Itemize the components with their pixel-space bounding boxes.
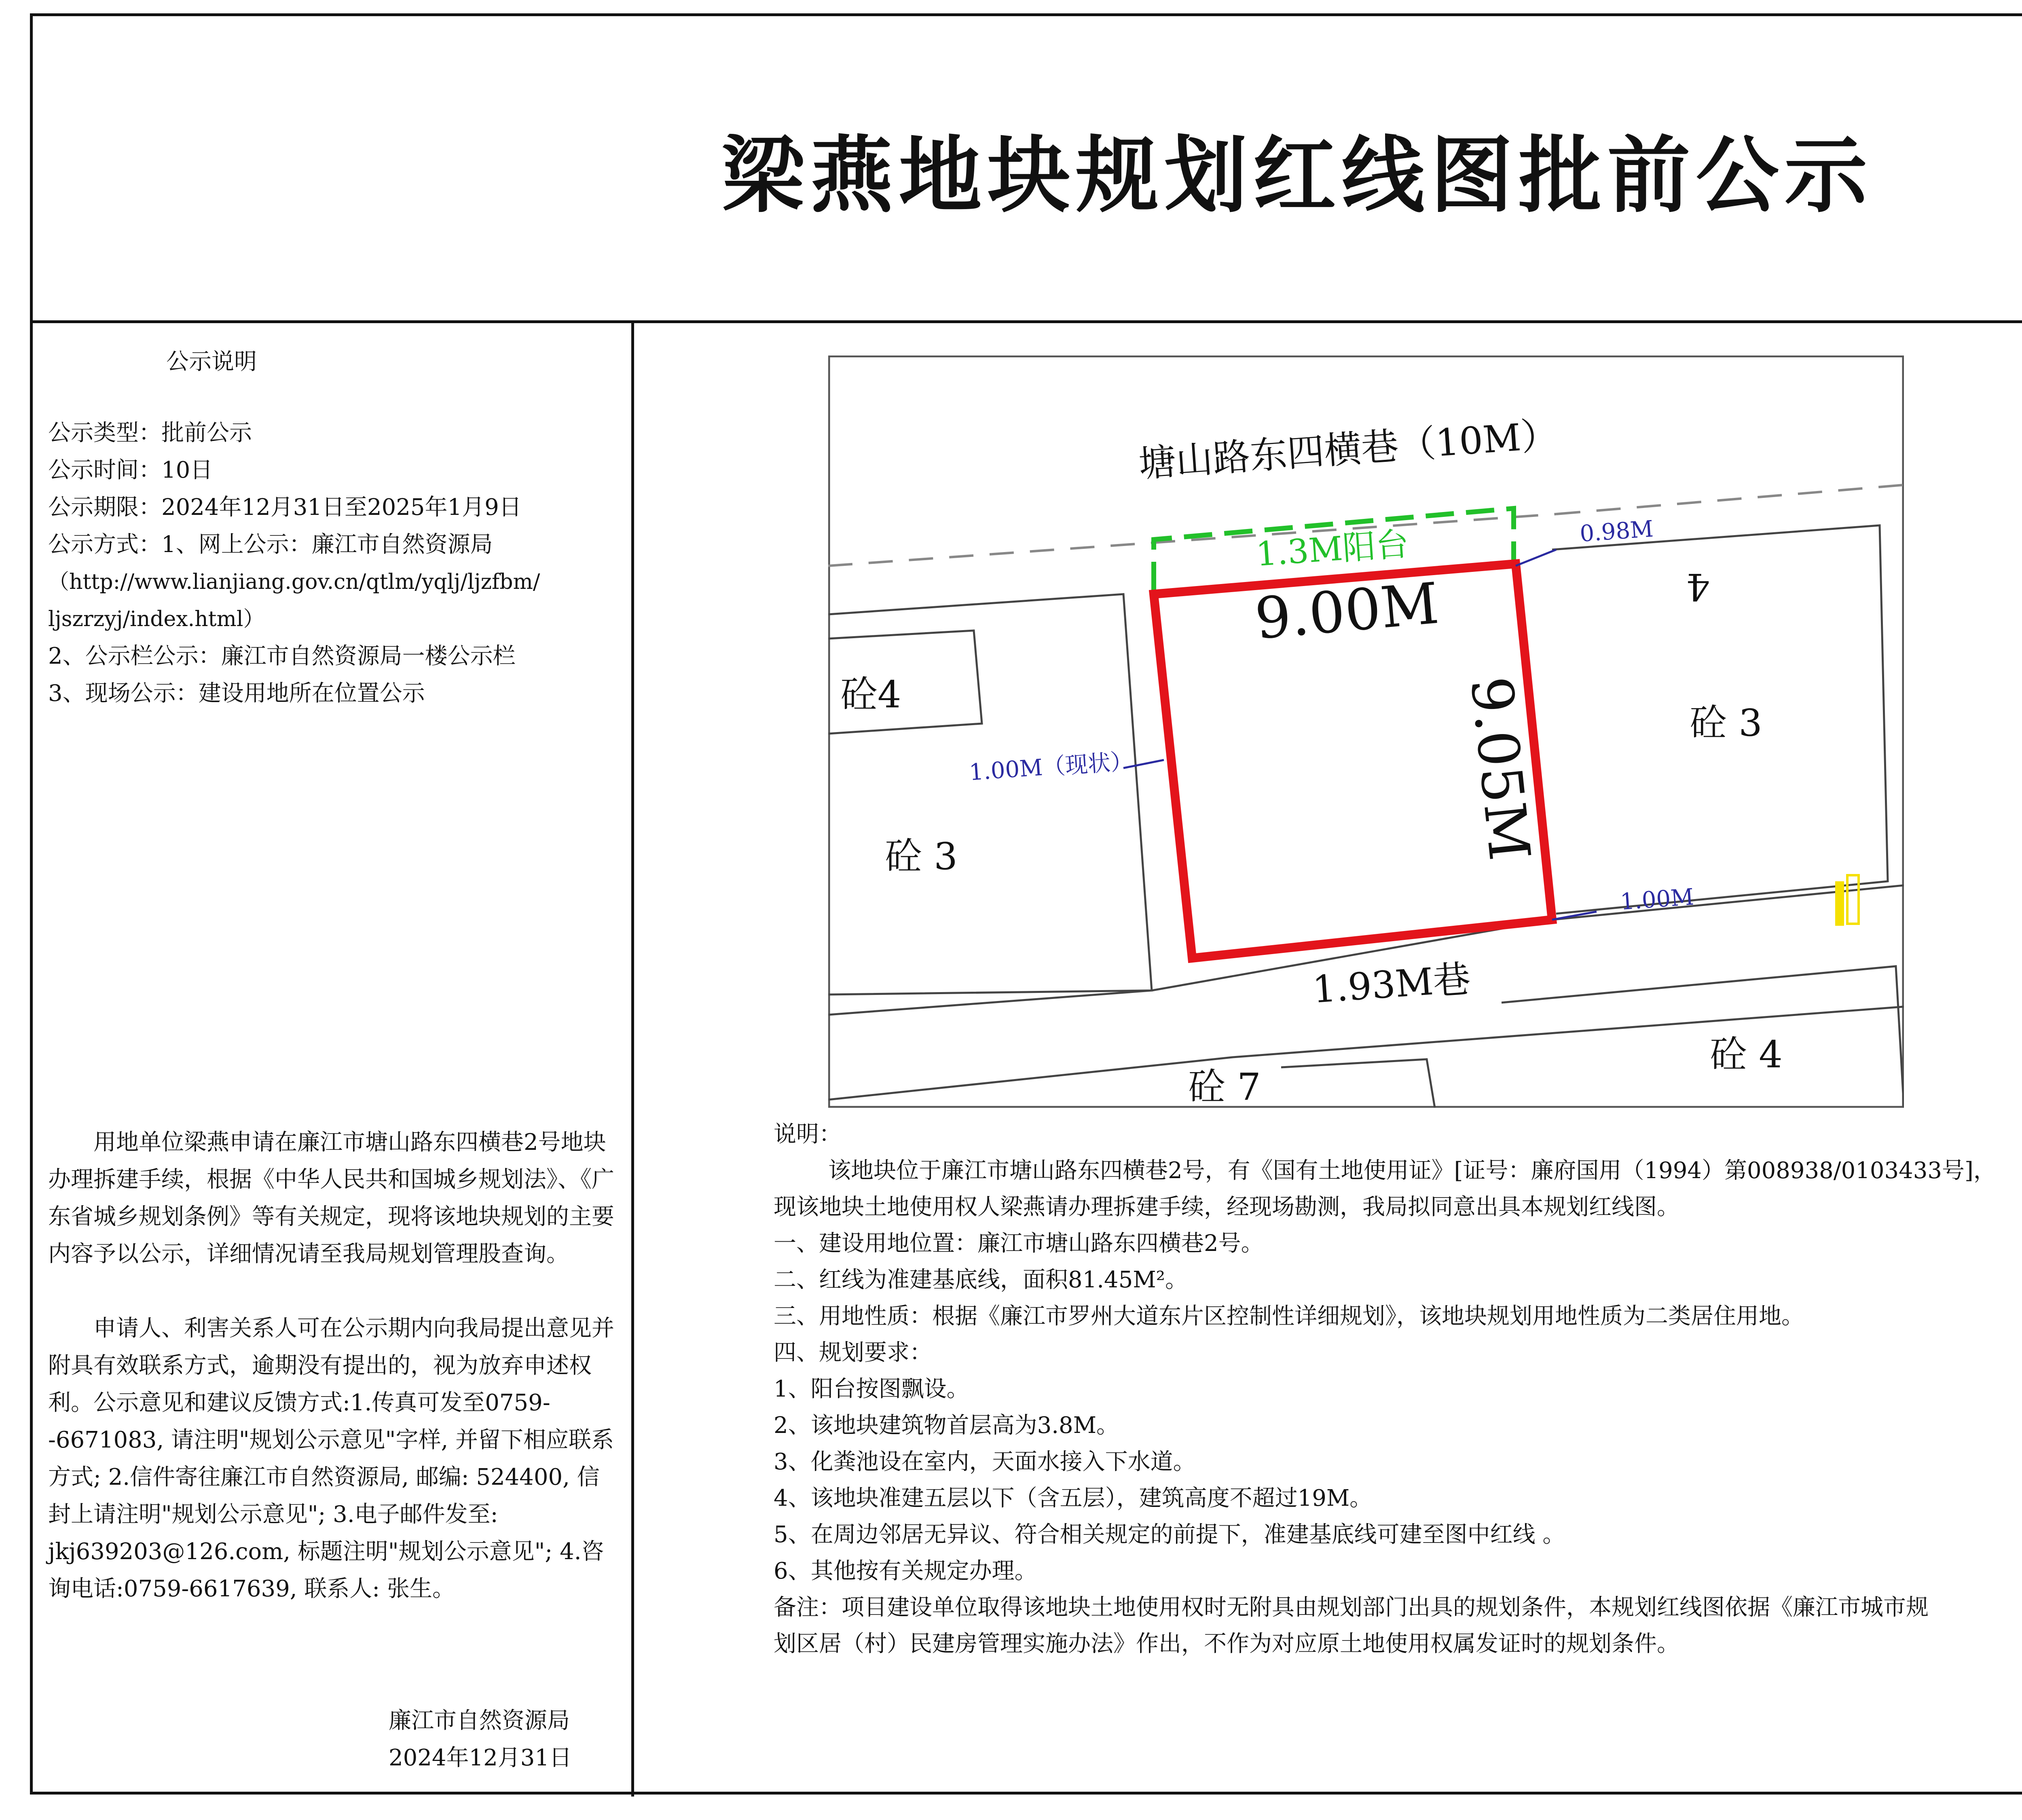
description-item: 1、阳台按图飘设。 [774,1376,969,1402]
notice-url: （http://www.lianjiang.gov.cn/qtlm/yqlj/ljzfbm/ [48,570,540,594]
plot-width-label: 9.00M [1252,570,1442,652]
building-label: 砼4 [840,673,901,716]
building-outline [1502,966,1904,1108]
description-note: 备注：项目建设单位取得该地块土地使用权时无附具由规划部门出具的规划条件，本规划红线图依据《廉江市城市规 [774,1594,1929,1621]
title-divider [33,320,2022,323]
building-label: 砼 7 [1188,1065,1261,1108]
road-edge-dashed-right [1556,485,1904,514]
lane-label: 1.93M巷 [1311,957,1472,1012]
description-intro-cont: 现该地块土地使用权人梁燕请办理拆建手续，经现场勘测，我局拟同意出具本规划红线图。 [774,1194,1679,1220]
dimension-label: 1.00M（现状） [968,748,1134,786]
road-edge-dashed [828,514,1556,566]
notice-url-cont: ljszrzyj/index.html） [48,607,264,631]
description-intro: 该地块位于廉江市塘山路东四横巷2号，有《国有土地使用证》[证号：廉府国用（1994）第008938/0103433号]， [828,1158,1996,1184]
description-item: 一、建设用地位置：廉江市塘山路东四横巷2号。 [774,1230,1264,1257]
road-label: 塘山路东四横巷（10M） [1137,413,1560,486]
building-outline [828,594,1152,1015]
dimension-label: 0.98M [1579,516,1654,547]
issue-date: 2024年12月31日 [389,1745,572,1771]
notice-line: 公示类型：批前公示 [48,420,252,446]
notice-heading: 公示说明 [166,349,257,375]
notice-line: 公示期限：2024年12月31日至2025年1月9日 [48,494,522,521]
dimension-label: 1.00M [1619,884,1695,915]
marker-post [1835,881,1844,926]
site-plan-panel [634,323,2022,1795]
notice-paragraph-2: 申请人、利害关系人可在公示期内向我局提出意见并附具有效联系方式，逾期没有提出的，视为放弃申述权利。公示意见和建议反馈方式:1.传真可发至0759--6671083, 请注明"规划公示意见"字样, 并留下相应联系方式; 2.信件寄往廉江市自然资源局, 邮编: 524400, 信封上请注明"规划公示意见"; 3.电子邮件发至: jkj639203@126.com, 标题注明"规划公示意见"; 4.咨询电话:0759-6617639, 联系人: 张生。 [48,1315,614,1602]
notice-paragraph-1: 用地单位梁燕申请在廉江市塘山路东四横巷2号地块办理拆建手续，根据《中华人民共和国城乡规划法》、《广东省城乡规划条例》等有关规定，现将该地块规划的主要内容予以公示，详细情况请至我局规划管理股查询。 [48,1129,614,1267]
building-label: 砼 4 [1710,1033,1783,1076]
left-column-divider [631,320,634,1797]
description-item: 三、用地性质：根据《廉江市罗州大道东片区控制性详细规划》，该地块规划用地性质为二类居住用地。 [774,1303,1804,1329]
notice-line: 3、现场公示：建设用地所在位置公示 [48,680,425,707]
description-item: 2、该地块建筑物首层高为3.8M。 [774,1412,1119,1439]
notice-line: 公示方式：1、网上公示：廉江市自然资源局 [48,531,493,558]
drawing-frame [30,13,2022,1795]
description-item: 四、规划要求： [774,1340,932,1366]
description-item: 3、化粪池设在室内，天面水接入下水道。 [774,1449,1196,1475]
description-item: 6、其他按有关规定办理。 [774,1558,1037,1584]
description-item: 二、红线为准建基底线，面积81.45M²。 [774,1267,1188,1293]
issuer: 廉江市自然资源局 [389,1708,570,1734]
dimension-tick [1516,550,1556,566]
building-outline [1281,1059,1435,1108]
building-label: 砼 3 [1690,701,1762,745]
site-plan-map [828,356,1904,1108]
description-item: 4、该地块准建五层以下（含五层），建筑高度不超过19M。 [774,1485,1373,1511]
building-label: 4 [1686,565,1710,608]
description-item: 5、在周边邻居无异议、符合相关规定的前提下，准建基底线可建至图中红线 。 [774,1522,1565,1548]
page-title: 梁燕地块规划红线图批前公示 [721,127,1873,224]
description-heading: 说明： [774,1121,842,1147]
balcony-label: 1.3M阳台 [1254,525,1410,574]
marker-post [1847,875,1859,924]
notice-line: 2、公示栏公示：廉江市自然资源局一楼公示栏 [48,643,516,669]
building-label: 砼 3 [885,835,958,878]
notice-line: 公示时间：10日 [48,457,213,483]
plot-height-label: 9.05M [1457,673,1542,864]
notice-panel [33,323,631,1795]
description-note-cont: 划区居（村）民建房管理实施办法》作出，不作为对应原土地使用权属发证时的规划条件。 [774,1631,1679,1657]
